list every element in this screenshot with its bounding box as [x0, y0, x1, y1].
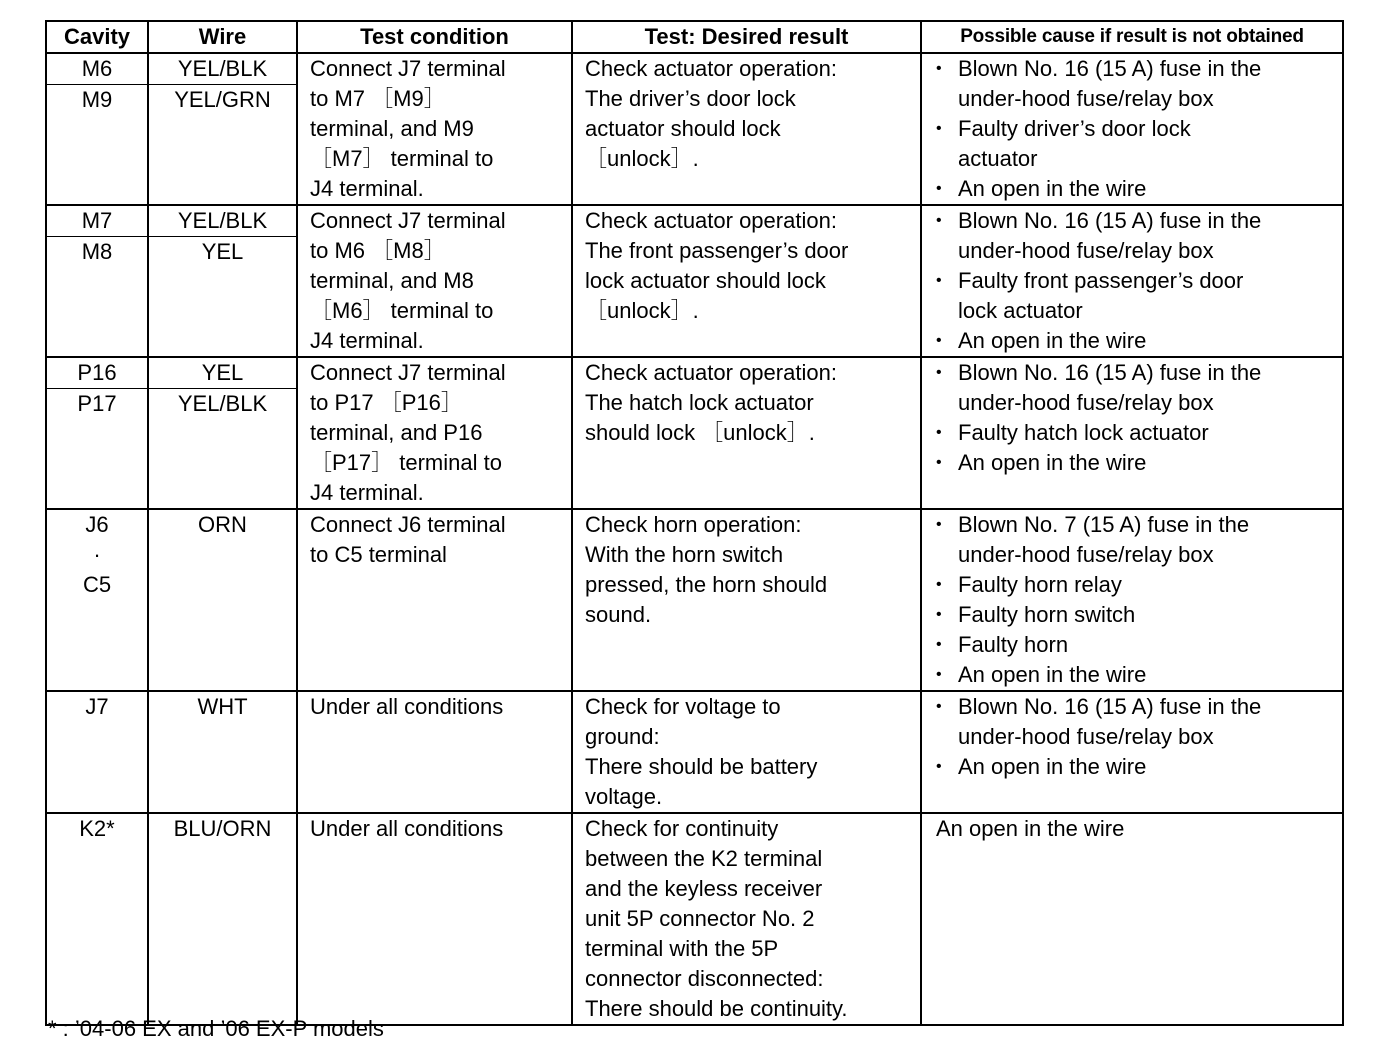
cause-item: • Faulty horn switch	[932, 600, 1334, 630]
wire-cell	[148, 691, 297, 813]
possible-cause-cell	[921, 691, 1343, 813]
cause-item: • Blown No. 16 (15 A) fuse in the under-hood fuse/relay box	[932, 206, 1334, 266]
wire-color: WHT	[197, 694, 248, 719]
cause-item: • An open in the wire	[932, 174, 1334, 204]
cavity-value: C5	[82, 572, 112, 597]
wire-color: YEL/BLK	[177, 391, 268, 416]
cause-item: • Blown No. 16 (15 A) fuse in the under-hood fuse/relay box	[932, 54, 1334, 114]
cause-text: An open in the wire	[936, 816, 1125, 841]
wire-color: BLU/ORN	[173, 816, 272, 841]
cavity-value: M8	[81, 239, 113, 264]
table-row	[46, 357, 1343, 509]
cavity-value: J6	[85, 512, 109, 537]
header-wire: Wire	[148, 21, 297, 53]
cavity-separator: ·	[93, 542, 101, 567]
cause-list	[932, 358, 1334, 478]
wire-color: YEL	[147, 358, 298, 389]
test-condition: Connect J6 terminal to C5 terminal	[297, 509, 572, 691]
desired-result: Check actuator operation: The driver’s door lock actuator should lock ［unlock］.	[572, 53, 921, 205]
possible-cause-cell	[921, 357, 1343, 509]
header-row	[46, 21, 1343, 53]
cause-item: • An open in the wire	[932, 752, 1334, 782]
cavity-cell	[46, 205, 148, 357]
possible-cause-cell	[921, 205, 1343, 357]
cavity-value: M6	[45, 54, 149, 85]
cavity-value: K2*	[79, 816, 115, 841]
cause-item: • Faulty horn	[932, 630, 1334, 660]
cause-item: • Blown No. 16 (15 A) fuse in the under-hood fuse/relay box	[932, 358, 1334, 418]
test-condition: Connect J7 terminal to P17 ［P16］ terminal, and P16 ［P17］ terminal to J4 terminal.	[297, 357, 572, 509]
possible-cause-cell	[921, 509, 1343, 691]
wire-color: YEL/GRN	[174, 87, 271, 112]
footnote: * : ’04-06 EX and ’06 EX-P models	[48, 1016, 384, 1041]
table-row	[46, 813, 1343, 1025]
header-possible-cause: Possible cause if result is not obtained	[921, 21, 1343, 53]
cause-item: • An open in the wire	[932, 660, 1334, 690]
test-condition: Connect J7 terminal to M6 ［M8］ terminal, and M8 ［M6］ terminal to J4 terminal.	[297, 205, 572, 357]
cavity-value: J7	[85, 694, 109, 719]
desired-result: Check horn operation: With the horn switch pressed, the horn should sound.	[572, 509, 921, 691]
wire-color: YEL/BLK	[147, 206, 298, 237]
wire-cell	[148, 53, 297, 205]
cause-item: • Faulty driver’s door lock actuator	[932, 114, 1334, 174]
desired-result: Check for continuity between the K2 terminal and the keyless receiver unit 5P connector No. 2 terminal with the 5P connector disconnected: There should be continuity.	[572, 813, 921, 1025]
possible-cause-cell	[921, 813, 1343, 1025]
cavity-value: P17	[77, 391, 117, 416]
table-row	[46, 205, 1343, 357]
cause-item: • Faulty horn relay	[932, 570, 1334, 600]
desired-result: Check actuator operation: The front passenger’s door lock actuator should lock ［unlock］.	[572, 205, 921, 357]
wire-cell	[148, 205, 297, 357]
cavity-cell	[46, 357, 148, 509]
header-test-condition: Test condition	[297, 21, 572, 53]
cavity-cell	[46, 813, 148, 1025]
cause-list	[932, 692, 1334, 782]
cavity-value: P16	[45, 358, 149, 389]
header-cavity: Cavity	[46, 21, 148, 53]
wire-cell	[148, 357, 297, 509]
cause-item: • Faulty hatch lock actuator	[932, 418, 1334, 448]
header-desired-result: Test: Desired result	[572, 21, 921, 53]
cause-item: • An open in the wire	[932, 326, 1334, 356]
test-condition: Under all conditions	[297, 813, 572, 1025]
desired-result: Check actuator operation: The hatch lock actuator should lock ［unlock］.	[572, 357, 921, 509]
table-row	[46, 509, 1343, 691]
cavity-value: M9	[81, 87, 113, 112]
wire-color: YEL	[201, 239, 244, 264]
cause-item: • Faulty front passenger’s door lock actuator	[932, 266, 1334, 326]
test-condition: Connect J7 terminal to M7 ［M9］ terminal, and M9 ［M7］ terminal to J4 terminal.	[297, 53, 572, 205]
table-row	[46, 53, 1343, 205]
test-condition: Under all conditions	[297, 691, 572, 813]
cause-list	[932, 54, 1334, 204]
cavity-value: M7	[45, 206, 149, 237]
cavity-cell	[46, 53, 148, 205]
table-row	[46, 691, 1343, 813]
cause-list	[932, 206, 1334, 356]
cavity-cell	[46, 691, 148, 813]
cause-item: • Blown No. 7 (15 A) fuse in the under-hood fuse/relay box	[932, 510, 1334, 570]
diagnostic-table	[45, 20, 1344, 1026]
wire-color: ORN	[198, 512, 247, 537]
possible-cause-cell	[921, 53, 1343, 205]
desired-result: Check for voltage to ground: There should be battery voltage.	[572, 691, 921, 813]
cavity-cell	[46, 509, 148, 691]
wire-cell	[148, 509, 297, 691]
cause-item: • Blown No. 16 (15 A) fuse in the under-hood fuse/relay box	[932, 692, 1334, 752]
wire-cell	[148, 813, 297, 1025]
wire-color: YEL/BLK	[147, 54, 298, 85]
cause-list	[932, 510, 1334, 690]
cause-item: • An open in the wire	[932, 448, 1334, 478]
